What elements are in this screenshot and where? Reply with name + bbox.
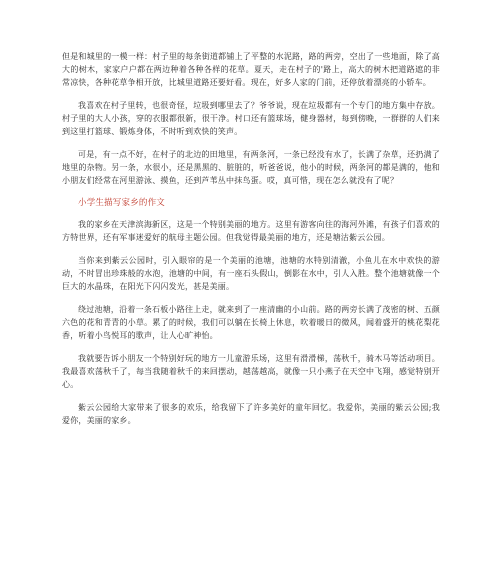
paragraph-hill: 绕过池塘，沿着一条石板小路往上走，就来到了一座清幽的小山前。路的两旁长满了茂密的树、五颜六色的花和青青的小草。累了的时候，我们可以躺在长椅上休息，吹着暖日的微风，闻着盛开的桃花梨花香，听着小鸟悦耳的歌声，让人心旷神怡。 — [62, 305, 440, 340]
paragraph-pond: 当你来到紫云公园时，引入眼帘的是一个美丽的池塘，池塘的水特别清澈，小鱼儿在水中欢快的游动，不时冒出珍珠般的水泡，池塘的中间，有一座石头假山，倒影在水中，引人入胜。整个池塘就像一个巨大的水晶珠，在阳光下闪闪发光，甚是美丽。 — [62, 256, 440, 291]
paragraph-conclusion: 紫云公园给大家带来了很多的欢乐，给我留下了许多美好的童年回忆。我爱你，美丽的紫云公园;我爱你，美丽的家乡。 — [62, 403, 440, 425]
paragraph-gap — [62, 342, 440, 352]
paragraph-gap — [62, 210, 440, 218]
essay-heading: 小学生描写家乡的作文 — [78, 198, 166, 208]
document-page — [62, 50, 440, 427]
paragraph-gap — [62, 244, 440, 254]
paragraph-hometown-intro: 我的家乡在天津滨海新区，这是一个特别美丽的地方。这里有游客向往的海河外滩，有孩子们喜欢的方特世界，还有军事迷爱好的航母主题公园。但我觉得最美丽的地方，还是塘沽紫云公园。 — [62, 220, 440, 242]
paragraph-playground: 我就要告诉小朋友一个特别好玩的地方一儿童游乐场，这里有滑滑梯，荡秋千，骑木马等活动项目。我最喜欢荡秋千了，每当我随着秋千的来回摆动，越荡越高，就像一只小燕子在天空中飞翔，感觉特别开心。 — [62, 354, 440, 389]
paragraph-gap — [62, 293, 440, 303]
paragraph-gap — [62, 138, 440, 148]
paragraph-gap — [62, 89, 440, 99]
paragraph-village-rivers: 可是，有一点不好，在村子的北边的田地里，有两条河，一条已经没有水了，长满了杂草，还扔满了地里的杂物。另一条，水很小，还是黑黑的、脏脏的，听爸爸说，他小的时候，两条河的都是满的，他和小朋友们经常在河里游泳、摸鱼，还到芦苇丛中抹鸟蛋。哎，真可惜，现在怎么就没有了呢？ — [62, 150, 440, 185]
paragraph-gap — [62, 187, 440, 197]
paragraph-village-streets: 但是和城里的一模一样：村子里的每条街道都铺上了平整的水泥路，路的两旁，空出了一些地面，除了高大的树木，家家户户都在两边种着各种各样的花草。夏天，走在村子的'路上，高大的树木把道路遮的非常凉快，各种花草争相开放，比城里道路还要好看。现在，好多人家的门前，还停放着漂亮的小轿车。 — [62, 52, 440, 87]
paragraph-village-garbage: 我喜欢在村子里转，也很奇怪，垃圾到哪里去了？爷爷说，现在垃圾都有一个专门的地方集中存放。村子里的大人小孩，穿的衣服都很新，很干净。村口还有篮球场，健身器材，每到傍晚，一群群的人们来到这里打篮球、锻炼身体，不时听到欢快的笑声。 — [62, 101, 440, 136]
paragraph-gap — [62, 391, 440, 401]
